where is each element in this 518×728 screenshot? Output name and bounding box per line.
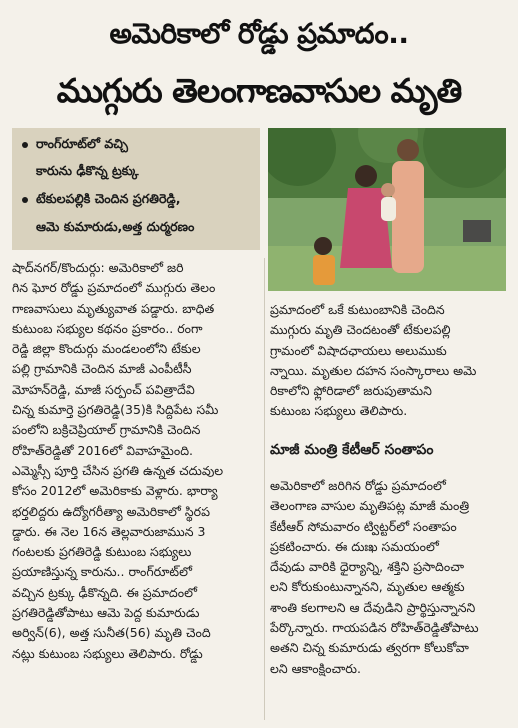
article-body-right-top (270, 300, 508, 422)
body-line: రోహిత్‌రెడ్డితో 2016లో వివాహమైంది. (12, 442, 194, 458)
highlight-1-line-1: రాంగ్‌రూట్‌లో వచ్చి (22, 136, 128, 155)
body-line: దేవుడు వారికి ధైర్యాన్ని, శక్తిని ప్రసాదించా (270, 559, 464, 575)
bullet-icon (22, 142, 28, 148)
body-line: పల్లి గ్రామానికి చెందిన మాజీ ఎంపీటీసీ (12, 361, 192, 377)
body-line: ప్రకటించారు. ఈ దుఃఖ సమయంలో (270, 538, 439, 554)
body-line: కుటుంబ సభ్యులు తెలిపారు. (270, 403, 408, 419)
body-line: డ్డారు. ఈ నెల 16న తెల్లవారుజామున 3 (12, 523, 206, 539)
body-line: భర్తలిద్దరు ఉద్యోగరీత్యా అమెరికాలో స్థిరప (12, 503, 210, 519)
body-line: న్నాయి. మృతుల దహన సంస్కారాలు అమె (270, 362, 477, 378)
body-line: వచ్చిన ట్రక్కు ఢీకొన్నది. ఈ ప్రమాదంలో (12, 584, 197, 600)
body-line: తెలంగాణ వాసుల మృతిపట్ల మాజీ మంత్రి (270, 498, 470, 514)
body-line: ప్రమాదంలో ఒకే కుటుంబానికి చెందిన (270, 302, 445, 317)
highlight-2-line-2: ఆమె కుమారుడు,అత్త దుర్మరణం (36, 219, 195, 234)
body-line: గ్రామంలో విషాదఛాయలు అలుముకు (270, 342, 447, 358)
body-line: అర్విన్(6), అత్త సునీత(56) మృతి చెంది (12, 625, 211, 641)
body-line: అతని చిన్న కుమారుడు త్వరగా కోలుకోవా (270, 640, 469, 656)
body-line: శాంతి కలగాలని ఆ దేవుడిని ప్రార్థిస్తున్నానని (270, 599, 476, 615)
body-line: ప్రయాణిస్తున్న కారును.. రాంగ్‌రూట్‌లో (12, 564, 192, 580)
body-line: పేర్కొన్నారు. గాయపడిన రోహిత్‌రెడ్డితోపాటు (270, 620, 479, 636)
body-line: ప్రగతిరెడ్డితోపాటు ఆమె పెద్ద కుమారుడు (12, 605, 200, 621)
body-line: రెడ్డి జిల్లా కొందుర్గు మండలంలోని టేకుల (12, 341, 201, 357)
body-line: అమెరికాలో జరిగిన రోడ్డు ప్రమాదంలో (270, 478, 446, 493)
body-line: గిన ఘోర రోడ్డు ప్రమాదంలో ముగ్గురు తెలం (12, 280, 216, 296)
article-body-right-bottom (270, 476, 508, 679)
body-line: చిన్న కుమార్తె ప్రగతిరెడ్డి(35)కి సిద్దిపేట సమీ (12, 402, 219, 418)
body-line: మోహన్‌రెడ్డి, మాజీ సర్పంచ్ పవిత్రాదేవి (12, 381, 195, 397)
article-body-left (12, 258, 260, 664)
body-line: కుటుంబ సభ్యుల కథనం ప్రకారం.. రంగా (12, 320, 203, 336)
bullet-icon (22, 197, 28, 203)
body-line: లని కోరుకుంటున్నానని, మృతుల ఆత్మకు (270, 579, 465, 595)
highlights-box (12, 128, 260, 250)
body-line: గంటలకు ప్రగతిరెడ్డి కుటుంబ సభ్యులు (12, 544, 192, 560)
headline-line-1: అమెరికాలో రోడ్డు ప్రమాదం.. (109, 17, 409, 50)
body-line: నట్లు కుటుంబ సభ్యులు తెలిపారు. రోడ్డు (12, 645, 203, 661)
body-line: ముగ్గురు మృతి చెందటంతో టేకులపల్లి (270, 322, 451, 338)
body-line: ఎమ్మెస్సీ పూర్తి చేసిన ప్రగతి ఉన్నత చదువుల (12, 462, 224, 478)
body-line: గాణవాసులు మృత్యువాత పడ్డారు. బాధిత (12, 300, 215, 316)
highlight-2-line-1: టేకులపల్లికి చెందిన ప్రగతిరెడ్డి, (22, 191, 181, 210)
headline-line-2: ముగ్గురు తెలంగాణవాసుల మృతి (56, 71, 462, 110)
body-line: పంలోని బక్రిచెప్రియాల్ గ్రామానికి చెందిన (12, 422, 201, 438)
subheading: మాజీ మంత్రి కేటీఆర్ సంతాపం (270, 442, 434, 458)
body-line: లని ఆకాంక్షించారు. (270, 660, 361, 676)
body-line: కోసం 2012లో అమెరికాకు వెళ్లారు. భార్యా (12, 483, 218, 499)
body-line: కేటీఆర్ సోమవారం ట్విట్టర్‌లో సంతాపం (270, 518, 457, 534)
highlight-1-line-2: కారును ఢీకొన్న ట్రక్కు (36, 163, 139, 178)
column-divider (264, 258, 265, 720)
body-line: షాద్‌నగర్/కొందుర్గు: అమెరికాలో జరి (12, 260, 184, 275)
body-line: రికాలోని ఫ్లోరిడాలో జరుపుతామని (270, 383, 432, 399)
family-photo (268, 128, 506, 291)
